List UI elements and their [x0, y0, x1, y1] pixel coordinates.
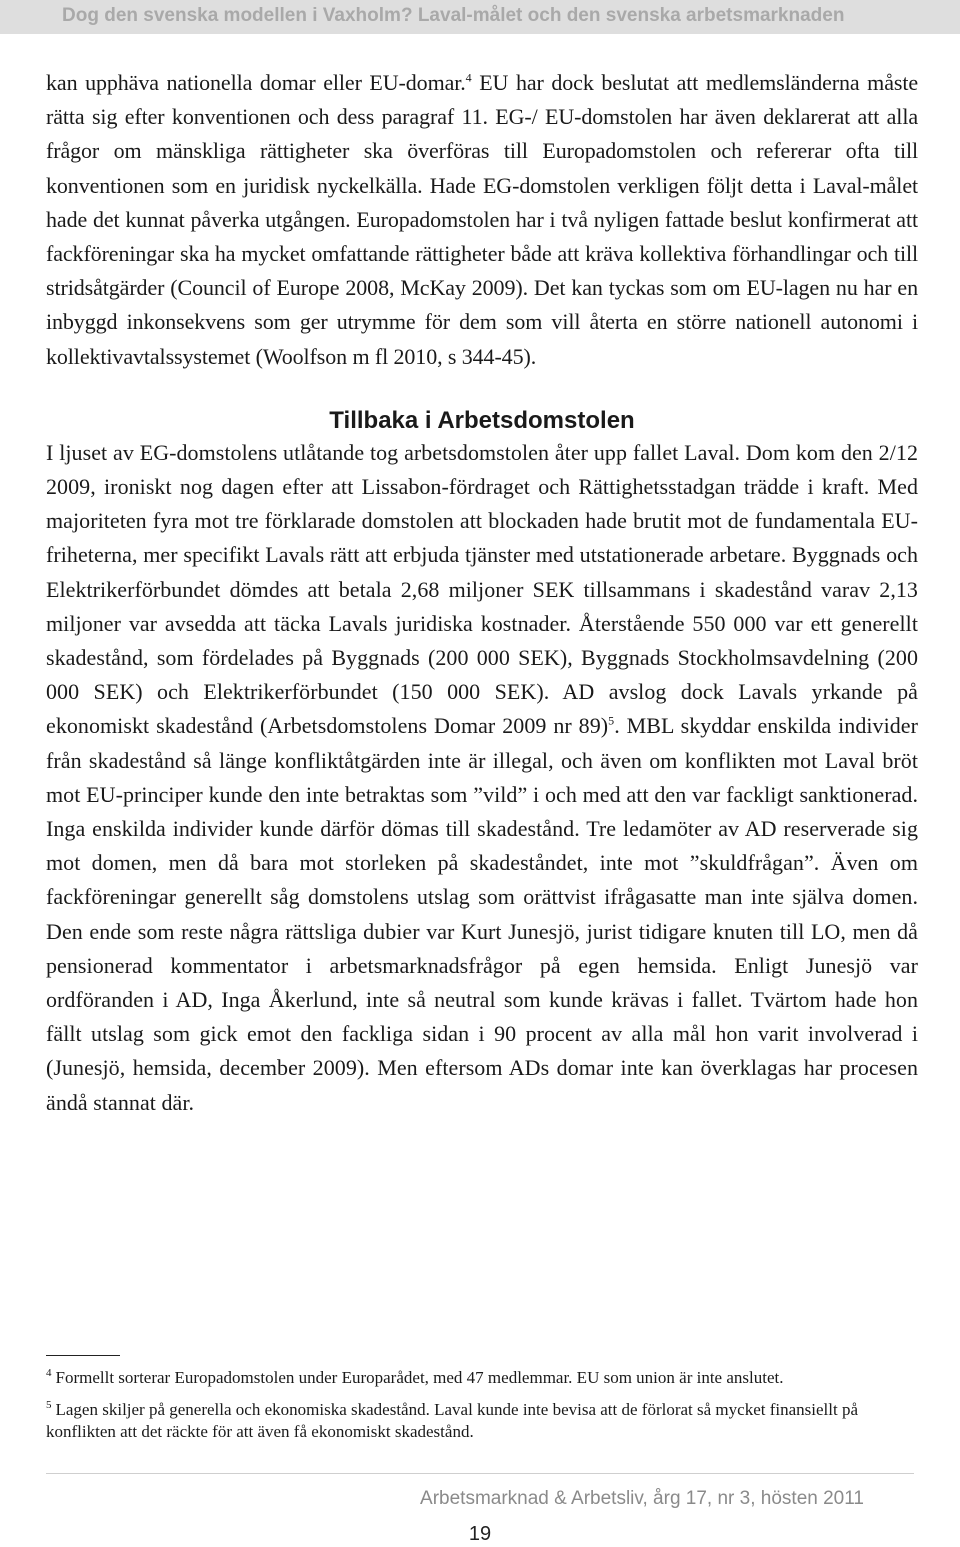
journal-citation-text: Arbetsmarknad & Arbetsliv, årg 17, nr 3, hösten 2011	[420, 1488, 864, 1509]
footer-divider	[46, 1473, 914, 1474]
footnote-ref-5: 5	[608, 714, 615, 729]
footnote-5	[46, 1399, 918, 1443]
footnote-number: 4	[46, 1367, 52, 1380]
paragraph-2-text-a: I ljuset av EG-domstolens utlåtande tog arbetsdomstolen åter upp fallet Laval. Dom kom den 2/12 2009, ironiskt nog dagen efter att Lissabon-fördraget och Rättighetsstadgan trädde i kraft. Med majoriteten fyra mot tre förklarade domstolen att blockaden hade brutit mot de fundamentala EU-friheterna, mer specifikt Lavals rätt att erbjuda tjänster med utstationerade arbetare. Byggnads och Elektrikerförbundet dömdes att betala 2,68 miljoner SEK tillsammans i skadestånd varav 2,13 miljoner var avsedda att täcka Lavals juridiska kostnader. Återstående 550 000 var ett generellt skadestånd, som fördelades på Byggnads (200 000 SEK), Byggnads Stockholmsavdelning (200 000 SEK) och Elektrikerförbundet (150 000 SEK). AD avslog dock Lavals yrkande på ekonomiskt skadestånd (Arbetsdomstolens Domar 2009 nr 89)	[46, 439, 918, 739]
footnote-ref-4: 4	[465, 70, 472, 85]
journal-citation	[0, 1488, 960, 1510]
page-number: 19	[468, 1523, 492, 1545]
footnote-divider	[46, 1355, 120, 1356]
paragraph-1-text-a: kan upphäva nationella domar eller EU-domar.	[46, 70, 466, 95]
body-paragraph-2	[46, 436, 918, 1120]
running-title: Dog den svenska modellen i Vaxholm? Laval-målet och den svenska arbetsmarknaden	[62, 5, 845, 26]
paragraph-1-text-b: EU har dock beslutat att medlemsländerna måste rätta sig efter konventionen och dess paragraf 11. EG-/ EU-domstolen har även deklarerat att alla frågor om mänskliga rättigheter ska överföras till Europadomstolen och refererar ofta till konventionen som en juridisk nyckelkälla. Hade EG-domstolen verkligen följt detta i Laval-målet hade det kunnat påverka utgången. Europadomstolen har i två nyligen fattade beslut konfirmerat att fackföreningar ska ha mycket omfattande rättigheter både att kräva kollektiva förhandlingar och till stridsåtgärder (Council of Europe 2008, McKay 2009). Det kan tyckas som om EU-lagen nu har en inbyggd inkonsekvens som ger utrymme för dem som vill återta en större nationell autonomi i kollektivavtalssystemet (Woolfson m fl 2010, s 344-45).	[46, 70, 919, 369]
section-heading: Tillbaka i Arbetsdomstolen	[329, 406, 635, 434]
footnote-text: Lagen skiljer på generella och ekonomiska skadestånd. Laval kunde inte bevisa att de förlorat så mycket finansiellt på konflikten att det räckte för att även få ekonomiskt skadestånd.	[46, 1400, 858, 1441]
footnotes	[46, 1367, 918, 1453]
body-paragraph-1	[46, 66, 918, 374]
footnote-number: 5	[46, 1399, 52, 1412]
running-header	[0, 0, 960, 34]
footnote-4	[46, 1367, 918, 1389]
footnote-text: Formellt sorterar Europadomstolen under Europarådet, med 47 medlemmar. EU som union är inte anslutet.	[55, 1368, 784, 1387]
article-body	[46, 66, 918, 1120]
paragraph-2-text-b: . MBL skyddar enskilda individer från skadestånd så länge konfliktåtgärden inte är illegal, och även om konflikten mot Laval bröt mot EU-principer kunde den inte betraktas som ”vild” i och med att den var fackligt sanktionerad. Inga enskilda individer kunde därför dömas till skadestånd. Tre ledamöter av AD reserverade sig mot domen, men då bara mot storleken på skadeståndet, inte mot ”skuldfrågan”. Även om fackföreningar generellt såg domstolens utslag som orättvist ifrågasatte man inte själva domen. Den ende som reste några rättsliga dubier var Kurt Junesjö, jurist tidigare knuten till LO, men då pensionerad kommentator i arbetsmarknadsfrågor på egen hemsida. Enligt Junesjö var ordföranden i AD, Inga Åkerlund, inte så neutral som kunde krävas i fallet. Tvärtom hade hon fällt utslag som gick emot den fackliga sidan i 90 procent av alla mål hon varit involverad i (Junesjö, hemsida, december 2009). Men eftersom ADs domar inte kan överklagas har procesen ändå stannat där.	[46, 713, 918, 1115]
